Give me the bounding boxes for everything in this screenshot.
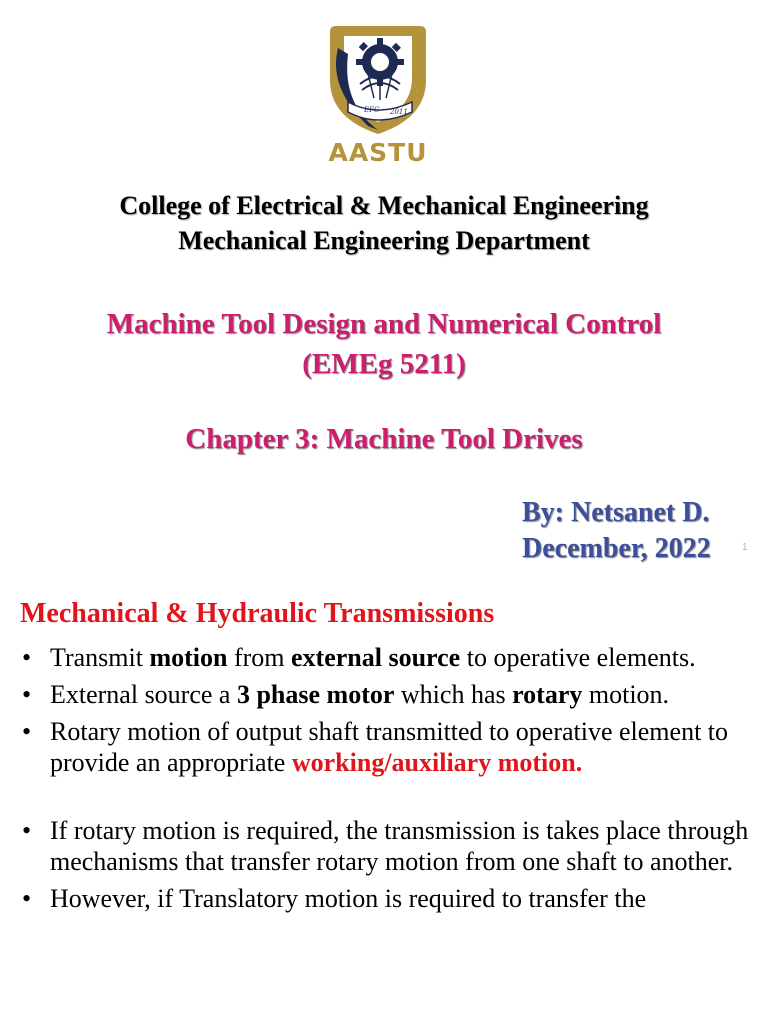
bullet-list: [20, 640, 762, 914]
logo-wordmark: AASTU: [328, 138, 428, 167]
author-name: By: Netsanet D.: [522, 497, 710, 528]
bullet-item: • Rotary motion of output shaft transmitted to operative element to provide an appropriate working/auxiliary motion.: [20, 716, 762, 778]
presentation-date: December, 2022: [522, 533, 711, 564]
aastu-logo: [308, 18, 448, 190]
highlighted-text: working/auxiliary motion.: [291, 748, 583, 777]
department-name: Mechanical Engineering Department: [178, 226, 590, 255]
svg-text:2011: 2011: [390, 108, 408, 116]
svg-text:EFC: EFC: [364, 106, 380, 114]
bullet-item: • However, if Translatory motion is required to transfer the: [20, 883, 762, 914]
bullet-item: • If rotary motion is required, the transmission is takes place through mechanisms that transfer rotary motion from one shaft to another.: [20, 815, 762, 877]
course-code: (EMEg 5211): [302, 348, 466, 380]
chapter-title: Chapter 3: Machine Tool Drives: [185, 423, 583, 455]
page-number: 1: [742, 542, 748, 553]
bullet-item: • Transmit motion from external source to operative elements.: [20, 642, 762, 673]
bullet-item: • External source a 3 phase motor which has rotary motion.: [20, 679, 762, 710]
section-title: Mechanical & Hydraulic Transmissions: [20, 598, 495, 629]
course-title: Machine Tool Design and Numerical Control: [106, 308, 662, 340]
college-name: College of Electrical & Mechanical Engineering: [119, 191, 649, 220]
university-seal-icon: [308, 18, 448, 138]
